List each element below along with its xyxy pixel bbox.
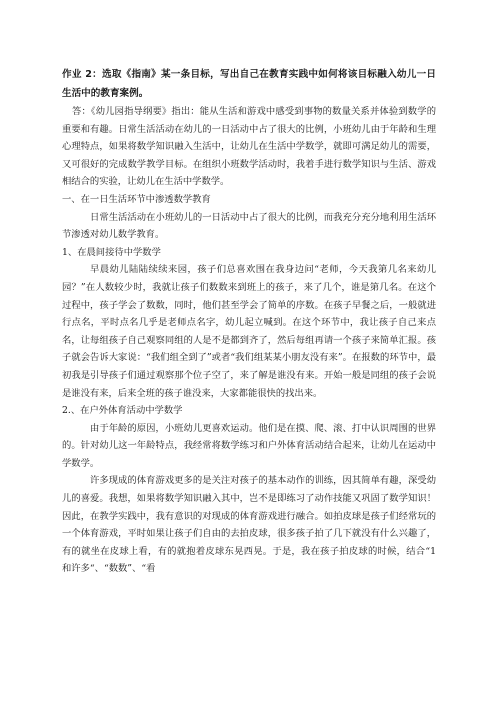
subheading-outdoor-activity: 2.、在户外体育活动中学数学 [62,405,183,417]
section-intro-paragraph: 日常生活活动在小班幼儿的一日活动中占了很大的比例，而我充分充分地利用生活环节渗透对幼儿数学教育。 [62,211,436,241]
document-page [62,66,436,578]
section-heading-1: 一、在一日生活环节中渗透数学教育 [62,193,211,205]
morning-reception-paragraph: 早晨幼儿陆陆续续来园，孩子们总喜欢围在我身边问“老师，今天我第几名来幼儿园？”在人数较少时，我就让孩子们数数来到班上的孩子，来了几个，谁是第几名。在这个过程中，孩子学会了数数，同时，他们甚至学会了简单的序数。在孩子早餐之后，一般就进行点名，平时点名几乎是老师点名字，幼儿起立喊到。在这个环节中，我让孩子自己来点名，让每组孩子自己观察同组的人是不是都到齐了，然后每组再请一个孩子来简单汇报。孩子就会告诉大家说：“我们组全到了”或者“我们组某某小朋友没有来”。在报数的环节中，最初我是引导孩子们通过观察那个位子空了，来了解是谁没有来。开始一般是同组的孩子会说是谁没有来，后来全班的孩子谁没来，大家都能很快的找出来。 [62,264,436,399]
answer-paragraph: 答：《幼儿园指导纲要》指出：能从生活和游戏中感受到事物的数量关系并体验到数学的重要和有趣。日常生活活动在幼儿的一日活动中占了很大的比例，小班幼儿由于年龄和生理心理特点，如果将数学知识融入生活中，让幼儿在生活中学数学，就即可满足幼儿的需要，又可很好的完成数学教学目标。在组织小班数学活动时，我着手进行数学知识与生活、游戏相结合的实验，让幼儿在生活中学数学。 [62,106,436,188]
subheading-morning-reception: 1、在晨间接待中学数学 [62,246,161,258]
sports-games-paragraph: 许多现成的体育游戏更多的是关注对孩子的基本动作的训练，因其简单有趣，深受幼儿的喜爱。我想，如果将数学知识融入其中，岂不是即练习了动作技能又巩固了数学知识！因此，在教学实践中，我有意识的对现成的体育游戏进行融合。如拍皮球是孩子们经常玩的一个体育游戏，平时如果让孩子们自由的去拍皮球，很多孩子拍了几下就没有什么兴趣了，有的就坐在皮球上看，有的就抱着皮球东晃西晃。于是，我在孩子拍皮球的时候，结合“1 和许多“、“数数”、“看 [62,475,436,575]
assignment-title: 作业 2：选取《指南》某一条目标，写出自己在教育实践中如何将该目标融入幼儿一日生活中的教育案例。 [62,69,436,99]
outdoor-activity-paragraph: 由于年龄的原因，小班幼儿更喜欢运动。他们是在摸、爬、滚、打中认识周围的世界的。针对幼儿这一年龄特点，我经常将数学练习和户外体育活动结合起来，让幼儿在运动中学数学。 [62,422,436,469]
